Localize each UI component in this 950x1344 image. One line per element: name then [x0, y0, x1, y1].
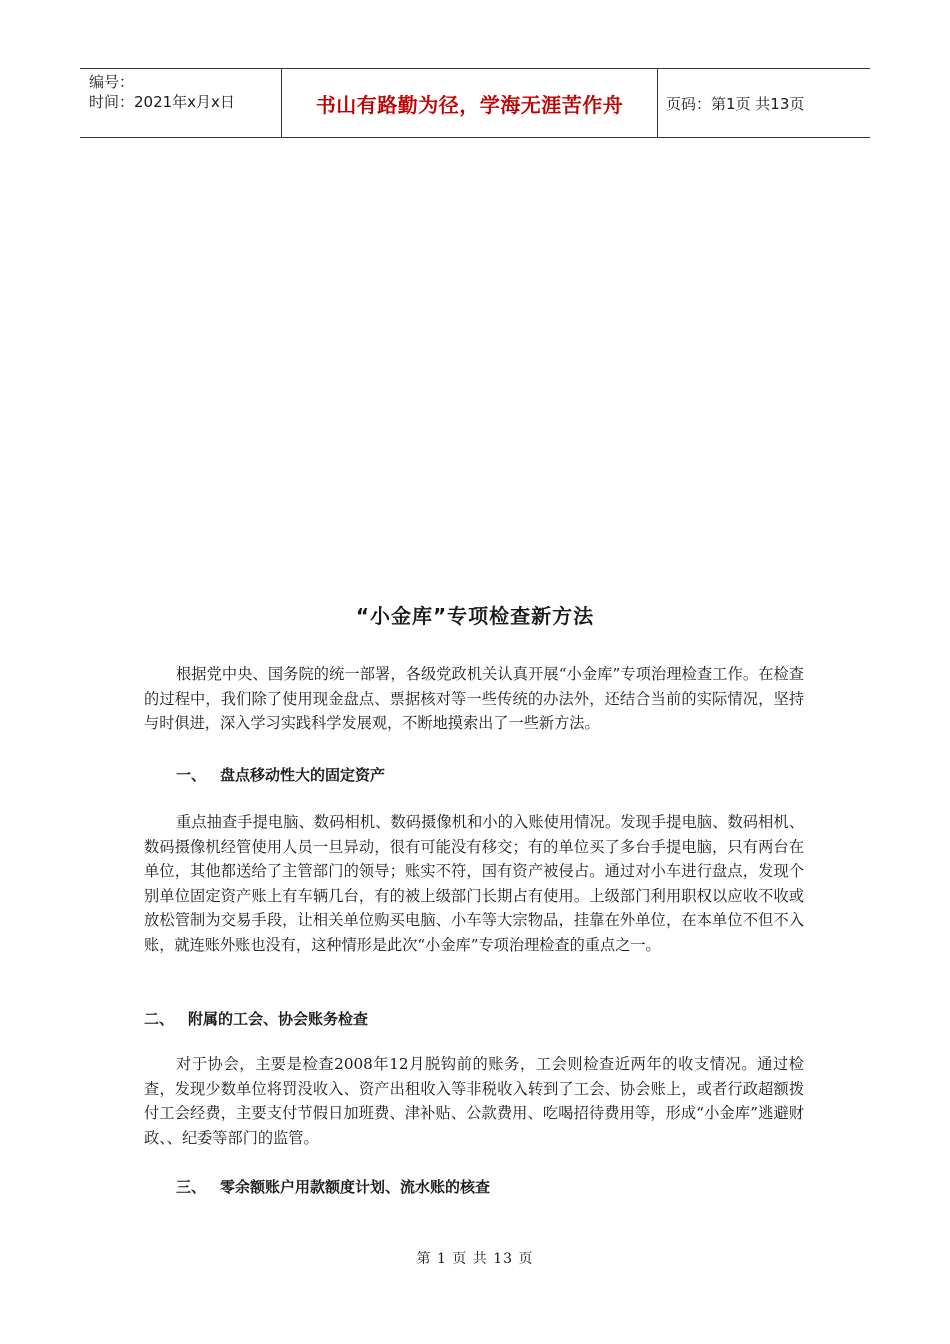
- section-1-number: 一、: [176, 766, 207, 784]
- page-footer: 第 1 页 共 13 页: [416, 1251, 534, 1267]
- section-1-title: 盘点移动性大的固定资产: [220, 766, 386, 784]
- section-1-body: 重点抽查手提电脑、数码相机、数码摄像机和小的入账使用情况。发现手提电脑、数码相机、数码摄像机经管使用人员一旦异动，很有可能没有移交；有的单位买了多台手提电脑，只有两台在单位，其他都送给了主管部门的领导；账实不符，国有资产被侵占。通过对小车进行盘点，发现个别单位固定资产账上有车辆几台，有的被上级部门长期占有使用。上级部门利用职权以应收不收或放松管制为交易手段，让相关单位购买电脑、小车等大宗物品，挂靠在外单位，在本单位不但不入账，就连账外账也没有，这种情形是此次“小金库”专项治理检查的重点之一。: [144, 813, 804, 954]
- section-3-heading: [176, 1176, 490, 1197]
- number-label: 编号：: [89, 73, 135, 91]
- section-3-number: 三、: [176, 1178, 207, 1196]
- section-2-heading: [144, 1008, 368, 1029]
- document-title: “小金库”专项检查新方法: [355, 604, 595, 628]
- header-page-info: 页码：第1页 共13页: [666, 94, 805, 113]
- intro-paragraph: 根据党中央、国务院的统一部署，各级党政机关认真开展“小金库”专项治理检查工作。在检查的过程中，我们除了使用现金盘点、票据核对等一些传统的办法外，还结合当前的实际情况，坚持与时俱进，深入学习实践科学发展观，不断地摸索出了一些新方法。: [144, 665, 804, 732]
- section-2-number: 二、: [144, 1010, 175, 1028]
- page-header: [80, 68, 870, 138]
- section-2-body: 对于协会，主要是检查2008年12月脱钩前的账务，工会则检查近两年的收支情况。通过检查，发现少数单位将罚没收入、资产出租收入等非税收入转到了工会、协会账上，或者行政超额拨付工会经费，主要支付节假日加班费、津补贴、公款费用、吃喝招待费用等，形成“小金库”逃避财政、、纪委等部门的监管。: [144, 1055, 804, 1147]
- section-3-title: 零余额账户用款额度计划、流水账的核查: [220, 1178, 491, 1196]
- header-motto: 书山有路勤为径，学海无涯苦作舟: [315, 92, 624, 117]
- time-label: 时间：2021年x月x日: [89, 93, 235, 111]
- header-meta: [80, 69, 281, 137]
- header-motto-cell: [281, 69, 658, 137]
- section-2-title: 附属的工会、协会账务检查: [188, 1010, 369, 1028]
- section-1-heading: [176, 764, 385, 785]
